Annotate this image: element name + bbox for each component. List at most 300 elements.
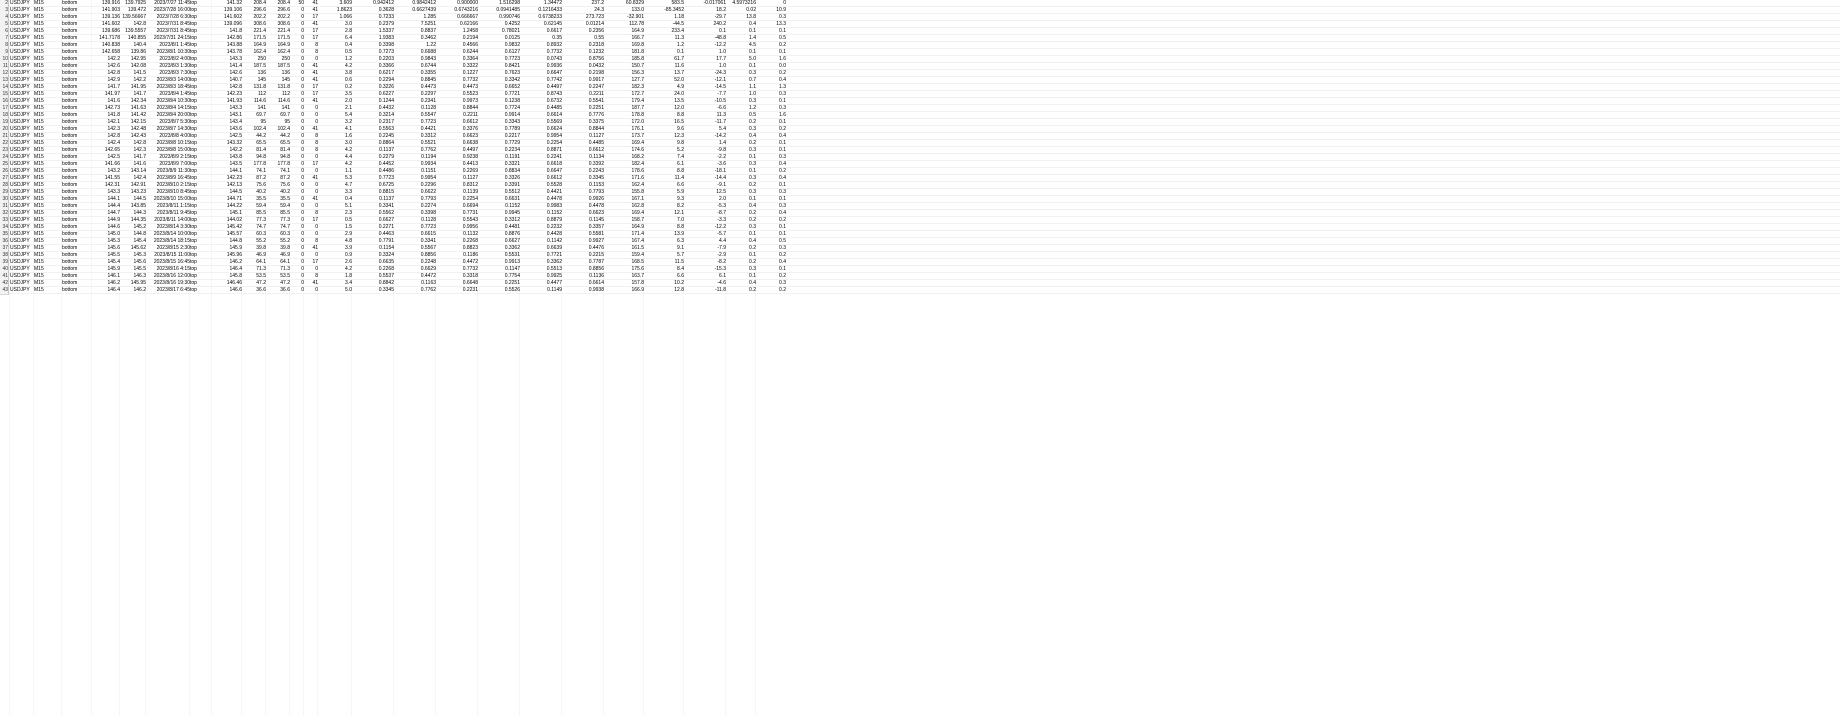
table-cell[interactable]: 0 xyxy=(301,231,304,237)
table-cell[interactable]: 60.3 xyxy=(256,231,266,237)
table-cell[interactable]: 0.6629 xyxy=(420,266,436,272)
table-cell[interactable]: 0.9 xyxy=(345,252,352,258)
table-cell[interactable]: top xyxy=(190,119,197,125)
table-cell[interactable]: 0.3 xyxy=(749,126,756,132)
table-cell[interactable]: 0.5521 xyxy=(420,140,436,146)
row-header[interactable]: 19 xyxy=(0,119,9,127)
table-cell[interactable]: USDJPY xyxy=(10,105,30,111)
table-cell[interactable]: 0.6244 xyxy=(462,49,478,55)
table-cell[interactable]: 0.9954 xyxy=(546,133,562,139)
table-cell[interactable]: 0.3 xyxy=(779,203,786,209)
table-cell[interactable]: 0.9832 xyxy=(504,42,520,48)
table-cell[interactable]: 0.4478 xyxy=(546,196,562,202)
table-cell[interactable]: -12.2 xyxy=(714,224,726,230)
table-cell[interactable]: M15 xyxy=(34,245,44,251)
table-cell[interactable]: 0 xyxy=(301,182,304,188)
table-cell[interactable]: 145 xyxy=(281,77,290,83)
table-cell[interactable]: 87.2 xyxy=(280,175,290,181)
table-cell[interactable]: 0 xyxy=(315,287,318,293)
table-cell[interactable]: 0.1137 xyxy=(379,196,394,202)
table-cell[interactable]: 59.4 xyxy=(280,203,290,209)
table-cell[interactable]: 0.1227 xyxy=(462,70,478,76)
table-cell[interactable]: 0.6618 xyxy=(546,161,562,167)
table-cell[interactable]: 171.4 xyxy=(631,231,644,237)
table-cell[interactable]: 141.6 xyxy=(107,98,120,104)
table-cell[interactable]: 0.35 xyxy=(552,35,562,41)
table-cell[interactable]: 0.4 xyxy=(345,42,352,48)
table-cell[interactable]: 0.6614 xyxy=(588,280,604,286)
table-cell[interactable]: 3.609 xyxy=(339,0,352,6)
table-cell[interactable]: 0.3398 xyxy=(420,210,436,216)
table-cell[interactable]: 4.7 xyxy=(345,182,352,188)
table-cell[interactable]: 2023/8/14 10:00 xyxy=(153,231,190,237)
table-cell[interactable]: 0.3 xyxy=(749,175,756,181)
table-cell[interactable]: 0.5537 xyxy=(378,273,394,279)
table-cell[interactable]: 0.1145 xyxy=(589,217,604,223)
table-cell[interactable]: bottom xyxy=(62,224,78,230)
table-cell[interactable]: 1.0 xyxy=(719,49,726,55)
table-cell[interactable]: 0.2 xyxy=(779,168,786,174)
table-cell[interactable]: 142.6 xyxy=(229,70,242,76)
table-cell[interactable]: 208.4 xyxy=(277,0,290,6)
table-cell[interactable]: 145.6 xyxy=(107,245,120,251)
table-cell[interactable]: 145.5 xyxy=(107,252,120,258)
table-cell[interactable]: 0.2254 xyxy=(462,196,478,202)
table-cell[interactable]: 0.2248 xyxy=(420,259,436,265)
table-cell[interactable]: 141.7 xyxy=(133,91,146,97)
table-cell[interactable]: 0.5541 xyxy=(588,98,604,104)
table-cell[interactable]: USDJPY xyxy=(10,35,30,41)
table-cell[interactable]: USDJPY xyxy=(10,84,30,90)
table-cell[interactable]: -11.7 xyxy=(714,119,726,125)
table-cell[interactable]: 0.1 xyxy=(779,140,786,146)
table-cell[interactable]: 0.3355 xyxy=(420,70,436,76)
table-cell[interactable]: 18.2 xyxy=(716,7,726,13)
table-cell[interactable]: 162.4 xyxy=(277,49,290,55)
table-cell[interactable]: 0 xyxy=(315,252,318,258)
table-cell[interactable]: 0.3 xyxy=(779,154,786,160)
table-cell[interactable]: 0.9945 xyxy=(504,210,520,216)
table-cell[interactable]: 0.1 xyxy=(749,28,756,34)
table-cell[interactable]: 0.3392 xyxy=(588,161,604,167)
table-cell[interactable]: 0.6631 xyxy=(504,196,520,202)
table-cell[interactable]: -85.3452 xyxy=(664,7,684,13)
table-cell[interactable]: 0.6615 xyxy=(420,231,436,237)
table-cell[interactable]: 146.3 xyxy=(133,273,146,279)
table-cell[interactable]: 8 xyxy=(315,140,318,146)
table-cell[interactable]: 0.5 xyxy=(779,238,786,244)
table-cell[interactable]: 0.5528 xyxy=(546,182,562,188)
table-cell[interactable]: 2023/8/17 6:45 xyxy=(156,287,190,293)
table-cell[interactable]: 146.4 xyxy=(229,266,242,272)
table-cell[interactable]: 0.2 xyxy=(779,42,786,48)
table-cell[interactable]: 75.6 xyxy=(280,182,290,188)
table-cell[interactable]: 142.8 xyxy=(107,133,120,139)
table-cell[interactable]: top xyxy=(190,49,197,55)
table-cell[interactable]: 167.4 xyxy=(631,238,644,244)
table-cell[interactable]: 69.7 xyxy=(280,112,290,118)
table-cell[interactable]: 9.6 xyxy=(677,126,684,132)
table-cell[interactable]: -24.3 xyxy=(714,70,726,76)
table-cell[interactable]: 0.4 xyxy=(779,77,786,83)
table-cell[interactable]: 142.4 xyxy=(133,175,146,181)
table-cell[interactable]: 0.1194 xyxy=(421,154,436,160)
table-cell[interactable]: 0 xyxy=(301,98,304,104)
table-cell[interactable]: 114.6 xyxy=(253,98,266,104)
table-cell[interactable]: USDJPY xyxy=(10,77,30,83)
table-cell[interactable]: 0.2297 xyxy=(420,91,436,97)
table-cell[interactable]: 168.2 xyxy=(631,154,644,160)
table-cell[interactable]: USDJPY xyxy=(10,238,30,244)
table-cell[interactable]: 6.6 xyxy=(677,182,684,188)
table-cell[interactable]: 0.1 xyxy=(779,231,786,237)
table-cell[interactable]: -9.1 xyxy=(717,182,726,188)
table-cell[interactable]: 0.7776 xyxy=(588,112,604,118)
table-cell[interactable]: 0.5562 xyxy=(378,210,394,216)
table-cell[interactable]: top xyxy=(190,140,197,146)
table-cell[interactable]: 0.4 xyxy=(779,161,786,167)
table-cell[interactable]: 2.3 xyxy=(345,210,352,216)
table-cell[interactable]: USDJPY xyxy=(10,28,30,34)
table-cell[interactable]: 1.0 xyxy=(719,63,726,69)
table-cell[interactable]: 8.8 xyxy=(677,224,684,230)
table-cell[interactable]: 4.2 xyxy=(345,63,352,69)
table-cell[interactable]: -10.5 xyxy=(714,98,726,104)
table-cell[interactable]: 202.2 xyxy=(277,14,290,20)
table-cell[interactable]: 2023/8/7 5:30 xyxy=(159,119,190,125)
table-cell[interactable]: 0.9843 xyxy=(420,56,436,62)
row-header[interactable]: 43 xyxy=(0,287,9,295)
table-cell[interactable]: 5.2 xyxy=(677,147,684,153)
table-cell[interactable]: 0.7721 xyxy=(504,91,520,97)
table-cell[interactable]: 0.2211 xyxy=(589,91,604,97)
table-cell[interactable]: top xyxy=(190,245,197,251)
table-cell[interactable]: 74.7 xyxy=(280,224,290,230)
table-cell[interactable]: 0.7233 xyxy=(378,14,394,20)
table-cell[interactable]: 0.3324 xyxy=(378,252,394,258)
table-cell[interactable]: 0 xyxy=(301,161,304,167)
table-cell[interactable]: 139.472 xyxy=(127,7,146,13)
table-cell[interactable]: 24.0 xyxy=(674,91,684,97)
table-cell[interactable]: 17 xyxy=(312,84,318,90)
table-cell[interactable]: 0.2232 xyxy=(546,224,562,230)
table-cell[interactable]: 0.2 xyxy=(779,126,786,132)
table-cell[interactable]: 164.9 xyxy=(631,28,644,34)
table-cell[interactable]: 308.6 xyxy=(277,21,290,27)
table-cell[interactable]: 1.6 xyxy=(779,112,786,118)
table-cell[interactable]: 1.2 xyxy=(345,56,352,62)
table-cell[interactable]: M15 xyxy=(34,126,44,132)
table-cell[interactable]: 0.8856 xyxy=(420,252,436,258)
table-cell[interactable]: 0.1 xyxy=(749,252,756,258)
table-cell[interactable]: 0 xyxy=(301,217,304,223)
table-cell[interactable]: 0.2 xyxy=(779,273,786,279)
table-cell[interactable]: 3.8 xyxy=(345,70,352,76)
table-cell[interactable]: USDJPY xyxy=(10,196,30,202)
table-cell[interactable]: 0.1127 xyxy=(463,175,478,181)
table-cell[interactable]: bottom xyxy=(62,98,78,104)
table-cell[interactable]: M15 xyxy=(34,84,44,90)
table-cell[interactable]: 0.0125 xyxy=(504,35,520,41)
table-cell[interactable]: 0 xyxy=(301,203,304,209)
table-cell[interactable]: 171.5 xyxy=(253,35,266,41)
table-cell[interactable]: 0.7723 xyxy=(504,56,520,62)
table-cell[interactable]: 3.0 xyxy=(345,140,352,146)
table-cell[interactable]: 0.1128 xyxy=(421,217,436,223)
table-cell[interactable]: 145 xyxy=(257,77,266,83)
table-cell[interactable]: 141.32 xyxy=(226,0,242,6)
table-cell[interactable]: 171.5 xyxy=(277,35,290,41)
table-cell[interactable]: top xyxy=(190,84,197,90)
table-cell[interactable]: bottom xyxy=(62,0,78,6)
table-cell[interactable]: USDJPY xyxy=(10,112,30,118)
table-cell[interactable]: 3.3 xyxy=(345,189,352,195)
table-cell[interactable]: 0.02 xyxy=(746,7,756,13)
table-cell[interactable]: top xyxy=(190,28,197,34)
table-cell[interactable]: M15 xyxy=(34,119,44,125)
table-cell[interactable]: 0.3345 xyxy=(588,175,604,181)
table-cell[interactable]: 0.4481 xyxy=(504,224,520,230)
table-cell[interactable]: 0.2 xyxy=(749,259,756,265)
table-cell[interactable]: M15 xyxy=(34,196,44,202)
table-cell[interactable]: 0.3 xyxy=(749,189,756,195)
table-cell[interactable]: 12.5 xyxy=(716,189,726,195)
table-cell[interactable]: 0.3 xyxy=(779,14,786,20)
table-cell[interactable]: 74.7 xyxy=(256,224,266,230)
table-cell[interactable]: 3.9 xyxy=(345,245,352,251)
row-header[interactable]: 12 xyxy=(0,70,9,78)
table-cell[interactable]: USDJPY xyxy=(10,252,30,258)
table-cell[interactable]: 0.4472 xyxy=(462,259,478,265)
table-cell[interactable]: 0 xyxy=(301,126,304,132)
table-cell[interactable]: 141.8 xyxy=(229,28,242,34)
table-cell[interactable]: 2023/7/28 6:30 xyxy=(156,14,190,20)
table-cell[interactable]: 0.2245 xyxy=(378,133,394,139)
table-cell[interactable]: 17 xyxy=(312,28,318,34)
table-cell[interactable]: 0.6648 xyxy=(462,280,478,286)
table-cell[interactable]: 4.5973216 xyxy=(732,0,756,6)
table-cell[interactable]: 0 xyxy=(301,77,304,83)
table-cell[interactable]: 9.3 xyxy=(677,196,684,202)
table-cell[interactable]: 133.0 xyxy=(631,7,644,13)
table-cell[interactable]: 8 xyxy=(315,273,318,279)
table-cell[interactable]: 0.4485 xyxy=(588,140,604,146)
table-cell[interactable]: 0.7732 xyxy=(546,49,562,55)
table-cell[interactable]: 0.4486 xyxy=(378,168,394,174)
table-cell[interactable]: 55.2 xyxy=(280,238,290,244)
table-cell[interactable]: bottom xyxy=(62,231,78,237)
table-cell[interactable]: 142.86 xyxy=(226,35,242,41)
table-cell[interactable]: 2023/8/9 7:00 xyxy=(159,161,190,167)
table-cell[interactable]: USDJPY xyxy=(10,119,30,125)
table-cell[interactable]: 95 xyxy=(260,119,266,125)
table-cell[interactable]: 0.2 xyxy=(345,84,352,90)
table-cell[interactable]: -15.3 xyxy=(714,266,726,272)
table-cell[interactable]: top xyxy=(190,203,197,209)
table-cell[interactable]: 5.0 xyxy=(749,56,756,62)
table-cell[interactable]: USDJPY xyxy=(10,133,30,139)
table-cell[interactable]: 4.2 xyxy=(345,266,352,272)
table-cell[interactable]: -7.9 xyxy=(717,245,726,251)
table-cell[interactable]: 0.3 xyxy=(779,105,786,111)
table-cell[interactable]: 136 xyxy=(257,70,266,76)
table-cell[interactable]: 143.8 xyxy=(229,154,242,160)
row-header[interactable]: 39 xyxy=(0,259,9,267)
table-cell[interactable]: 0.1163 xyxy=(421,280,436,286)
table-cell[interactable]: 8.8 xyxy=(677,168,684,174)
table-cell[interactable]: USDJPY xyxy=(10,7,30,13)
table-cell[interactable]: top xyxy=(190,224,197,230)
table-cell[interactable]: 139.916 xyxy=(101,0,120,6)
table-cell[interactable]: 94.8 xyxy=(280,154,290,160)
table-cell[interactable]: 0.2198 xyxy=(588,70,604,76)
table-cell[interactable]: 0.4 xyxy=(749,203,756,209)
table-cell[interactable]: 0.4452 xyxy=(378,161,394,167)
table-cell[interactable]: 0.4421 xyxy=(546,189,562,195)
row-header[interactable]: 13 xyxy=(0,77,9,85)
table-cell[interactable]: 136 xyxy=(281,70,290,76)
row-header[interactable]: 20 xyxy=(0,126,9,134)
table-cell[interactable]: 237.2 xyxy=(591,0,604,6)
table-cell[interactable]: 0.8856 xyxy=(588,266,604,272)
table-cell[interactable]: 0.8879 xyxy=(546,217,562,223)
table-cell[interactable]: -18.1 xyxy=(714,168,726,174)
table-cell[interactable]: 0.7762 xyxy=(420,147,436,153)
table-cell[interactable]: 0.7789 xyxy=(504,126,520,132)
table-cell[interactable]: 139.5557 xyxy=(125,28,146,34)
table-cell[interactable]: 1.285 xyxy=(423,14,436,20)
table-cell[interactable]: 0.5 xyxy=(749,112,756,118)
table-cell[interactable]: 13.7 xyxy=(674,70,684,76)
table-cell[interactable]: 146.2 xyxy=(133,287,146,293)
table-cell[interactable]: 112 xyxy=(258,91,266,97)
table-cell[interactable]: top xyxy=(190,70,197,76)
table-cell[interactable]: 8 xyxy=(315,42,318,48)
row-header[interactable]: 32 xyxy=(0,210,9,218)
table-cell[interactable]: 0.1 xyxy=(779,28,786,34)
table-cell[interactable]: 0 xyxy=(315,182,318,188)
table-cell[interactable]: USDJPY xyxy=(10,14,30,20)
table-cell[interactable]: 102.4 xyxy=(277,126,290,132)
table-cell[interactable]: USDJPY xyxy=(10,245,30,251)
table-cell[interactable]: 0.1244 xyxy=(378,98,394,104)
table-cell[interactable]: 0.6612 xyxy=(462,119,478,125)
table-cell[interactable]: bottom xyxy=(62,217,78,223)
table-cell[interactable]: 0.3 xyxy=(749,161,756,167)
table-cell[interactable]: -8.7 xyxy=(717,210,726,216)
table-cell[interactable]: 41 xyxy=(312,7,318,13)
table-cell[interactable]: 8.8 xyxy=(677,112,684,118)
table-cell[interactable]: 11.6 xyxy=(674,63,684,69)
table-cell[interactable]: 141.6 xyxy=(133,161,146,167)
table-cell[interactable]: 5.3 xyxy=(345,175,352,181)
table-cell[interactable]: M15 xyxy=(34,91,44,97)
table-cell[interactable]: 157.8 xyxy=(631,280,644,286)
table-cell[interactable]: 8 xyxy=(315,238,318,244)
table-cell[interactable]: 2023/7/31 24:15 xyxy=(153,35,190,41)
table-cell[interactable]: 142.08 xyxy=(130,63,146,69)
table-cell[interactable]: 144.4 xyxy=(107,203,120,209)
table-cell[interactable]: 0.1151 xyxy=(421,168,436,174)
table-cell[interactable]: 0 xyxy=(301,42,304,48)
table-cell[interactable]: 47.2 xyxy=(280,280,290,286)
table-cell[interactable]: 4.5 xyxy=(749,42,756,48)
table-cell[interactable]: 296.6 xyxy=(277,7,290,13)
table-cell[interactable]: 145.2 xyxy=(133,224,146,230)
table-cell[interactable]: 0 xyxy=(301,168,304,174)
table-cell[interactable]: 0.0743 xyxy=(546,56,562,62)
table-cell[interactable]: 0.4497 xyxy=(462,147,478,153)
table-cell[interactable]: 41 xyxy=(312,98,318,104)
table-cell[interactable]: 0.0 xyxy=(779,63,786,69)
table-cell[interactable]: USDJPY xyxy=(10,147,30,153)
row-header[interactable]: 31 xyxy=(0,203,9,211)
table-cell[interactable]: 2023/8/16 19:30 xyxy=(153,280,190,286)
table-cell[interactable]: 0.3318 xyxy=(462,273,478,279)
table-cell[interactable]: 0.8834 xyxy=(504,168,520,174)
table-cell[interactable]: 141.7 xyxy=(107,84,120,90)
table-cell[interactable]: 142.13 xyxy=(226,182,242,188)
row-header[interactable]: 38 xyxy=(0,252,9,260)
table-cell[interactable]: USDJPY xyxy=(10,189,30,195)
table-cell[interactable]: 145.9 xyxy=(229,245,242,251)
table-cell[interactable]: 127.7 xyxy=(631,77,644,83)
table-cell[interactable]: 142.1 xyxy=(107,119,120,125)
table-cell[interactable]: 1.18 xyxy=(674,14,684,20)
table-cell[interactable]: 139.686 xyxy=(101,28,120,34)
table-cell[interactable]: 0.2231 xyxy=(462,287,478,293)
table-cell[interactable]: 0.9934 xyxy=(420,161,436,167)
table-cell[interactable]: 0.2 xyxy=(749,217,756,223)
table-cell[interactable]: 0.62166 xyxy=(459,21,478,27)
table-cell[interactable]: -5.7 xyxy=(717,231,726,237)
table-cell[interactable]: 0.6743216 xyxy=(454,7,478,13)
table-cell[interactable]: 0.7623 xyxy=(504,70,520,76)
table-cell[interactable]: 141.903 xyxy=(101,7,120,13)
table-cell[interactable]: 0.1186 xyxy=(463,252,478,258)
table-cell[interactable]: bottom xyxy=(62,252,78,258)
table-cell[interactable]: 0.3391 xyxy=(504,182,520,188)
table-cell[interactable]: 0.1134 xyxy=(589,154,604,160)
table-cell[interactable]: M15 xyxy=(34,273,44,279)
table-cell[interactable]: bottom xyxy=(62,196,78,202)
table-cell[interactable]: -32.901 xyxy=(627,14,644,20)
table-cell[interactable]: 0.9983 xyxy=(546,203,562,209)
table-cell[interactable]: 0.9238 xyxy=(462,154,478,160)
table-cell[interactable]: 0 xyxy=(315,203,318,209)
table-cell[interactable]: 6.4 xyxy=(345,35,352,41)
table-cell[interactable]: USDJPY xyxy=(10,203,30,209)
table-cell[interactable]: 0.5547 xyxy=(420,112,436,118)
table-cell[interactable]: 4.2 xyxy=(345,161,352,167)
table-cell[interactable]: 142.8 xyxy=(133,140,146,146)
table-cell[interactable]: 5.7 xyxy=(677,252,684,258)
table-cell[interactable]: 139.86 xyxy=(130,49,146,55)
table-cell[interactable]: USDJPY xyxy=(10,266,30,272)
table-cell[interactable]: 17 xyxy=(312,14,318,20)
table-cell[interactable]: top xyxy=(190,266,197,272)
table-cell[interactable]: -0.017061 xyxy=(703,0,726,6)
table-cell[interactable]: 0.3628 xyxy=(378,7,394,13)
table-cell[interactable]: 4.2 xyxy=(345,147,352,153)
table-cell[interactable]: 0.9973 xyxy=(462,98,478,104)
table-cell[interactable]: 0.900000 xyxy=(457,0,478,6)
table-cell[interactable]: 0 xyxy=(315,56,318,62)
table-cell[interactable]: 0.9914 xyxy=(504,112,520,118)
table-cell[interactable]: 2023/7/28 16:00 xyxy=(153,7,190,13)
table-cell[interactable]: 0.78021 xyxy=(501,28,520,34)
table-cell[interactable]: 0 xyxy=(301,112,304,118)
